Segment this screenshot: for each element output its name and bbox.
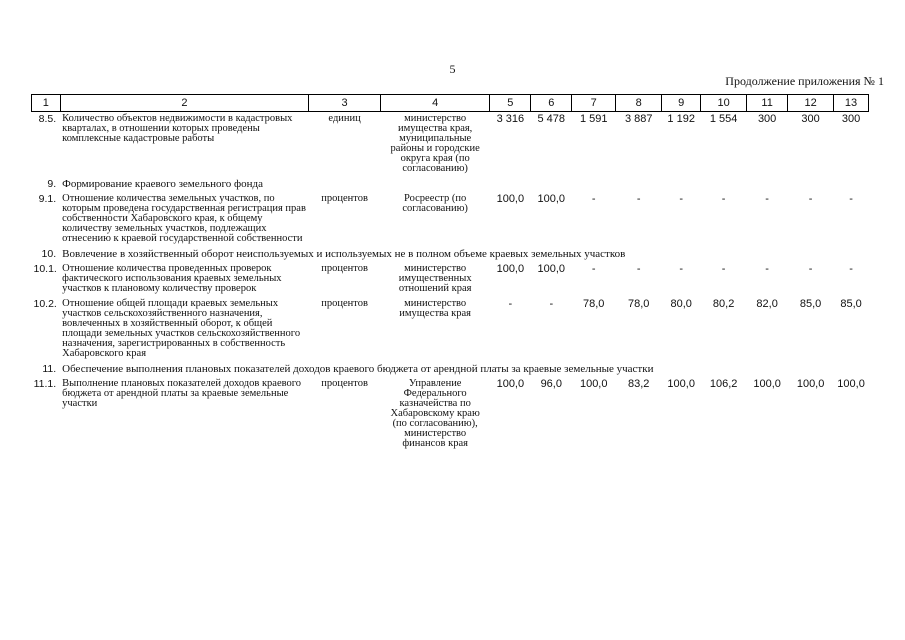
column-header: 10 [701, 95, 747, 112]
unit-cell: процентов [321, 263, 368, 274]
indicators-table [31, 94, 869, 452]
value-cell: - [636, 193, 641, 205]
unit-cell: процентов [321, 193, 368, 204]
column-header: 3 [309, 95, 381, 112]
value-cell: 106,2 [709, 378, 738, 390]
column-header: 4 [380, 95, 489, 112]
value-cell: - [591, 193, 596, 205]
indicator-name: Выполнение плановых показателей доходов краевого бюджета от арендной платы за краевые земельные участки [62, 378, 302, 409]
indicator-name: Количество объектов недвижимости в кадастровых кварталах, в отношении которых проведены комплексные кадастровые работы [62, 113, 293, 144]
value-cell: 100,0 [796, 378, 825, 390]
value-cell: 100,0 [537, 263, 566, 275]
executor-cell: Управление Федерального казначейства по Хабаровскому краю (по согласованию), министерство финансов края [390, 378, 480, 449]
row-number: 8.5. [38, 113, 57, 125]
executor-cell: министерство имущественных отношений края [398, 263, 472, 294]
unit-cell: процентов [321, 298, 368, 309]
value-cell: 82,0 [756, 298, 778, 310]
value-cell: 78,0 [583, 298, 605, 310]
value-cell: - [508, 298, 513, 310]
value-cell: 1 591 [579, 113, 608, 125]
row-number: 10.1. [33, 263, 57, 275]
indicator-name: Отношение общей площади краевых земельных участков сельскохозяйственного назначения, вовлеченных в хозяйственный оборот, к общей площади земельных участков сельскохозяйственного назначения, зарегистрированных в собственность Хабаровского края [62, 298, 301, 359]
value-cell: 96,0 [540, 378, 562, 390]
table-row [32, 192, 869, 247]
column-number-header-row [32, 95, 869, 112]
section-row [32, 177, 869, 192]
row-number: 11.1. [33, 378, 57, 390]
continuation-label: Продолжение приложения № 1 [725, 74, 884, 88]
value-cell: 100,0 [837, 378, 865, 390]
row-number: 10. [41, 248, 57, 260]
section-title: Формирование краевого земельного фонда [62, 178, 264, 190]
section-title: Вовлечение в хозяйственный оборот неиспользуемых и используемых не в полном объеме краевых земельных участков [62, 248, 626, 260]
value-cell: 100,0 [496, 193, 525, 205]
value-cell: - [679, 193, 684, 205]
value-cell: - [765, 263, 769, 275]
value-cell: 85,0 [799, 298, 822, 310]
value-cell: 100,0 [753, 378, 781, 390]
value-cell: 300 [757, 113, 777, 125]
column-header: 1 [32, 95, 61, 112]
column-header: 8 [616, 95, 662, 112]
indicator-name: Отношение количества проведенных проверок фактического использования краевых земельных участков к плановому количеству проверок [62, 263, 282, 294]
column-header: 6 [531, 95, 572, 112]
column-header: 9 [662, 95, 701, 112]
value-cell: - [549, 298, 554, 310]
value-cell: - [808, 193, 813, 205]
table-row [32, 112, 869, 178]
value-cell: 100,0 [496, 378, 525, 390]
indicator-name: Отношение количества земельных участков, по которым проведена государственная регистрация прав собственности Хабаровского края, к общему количеству земельных участков, подлежащих отнесению к краевой государственной собственности [62, 193, 306, 244]
page-number: 5 [449, 62, 456, 76]
column-header: 7 [572, 95, 616, 112]
row-number: 9. [47, 178, 57, 190]
executor-cell: Росреестр (по согласованию) [402, 193, 468, 214]
column-header: 13 [834, 95, 869, 112]
column-header: 11 [747, 95, 788, 112]
column-header: 5 [490, 95, 531, 112]
value-cell: - [849, 263, 853, 275]
row-number: 11. [42, 363, 57, 375]
value-cell: - [721, 263, 726, 275]
value-cell: 80,0 [670, 298, 692, 310]
value-cell: 100,0 [537, 193, 566, 205]
value-cell: - [808, 263, 813, 275]
row-number: 10.2. [33, 298, 57, 310]
value-cell: 5 478 [537, 113, 566, 125]
value-cell: 100,0 [579, 378, 608, 390]
value-cell: 78,0 [628, 298, 650, 310]
value-cell: 83,2 [628, 378, 650, 390]
value-cell: 3 316 [496, 113, 525, 125]
value-cell: - [765, 193, 769, 205]
value-cell: 100,0 [667, 378, 695, 390]
section-title: Обеспечение выполнения плановых показателей доходов краевого бюджета от арендной платы за краевые земельные участки [62, 363, 654, 375]
value-cell: 80,2 [712, 298, 735, 310]
unit-cell: единиц [328, 113, 361, 124]
column-header: 2 [60, 95, 309, 112]
section-row [32, 362, 869, 377]
value-cell: 1 554 [709, 113, 738, 125]
value-cell: - [636, 263, 641, 275]
executor-cell: министерство имущества края, муниципальные районы и городские округа края (по согласованию) [390, 113, 480, 174]
value-cell: - [721, 193, 726, 205]
table-row [32, 262, 869, 297]
value-cell: 300 [801, 113, 820, 125]
executor-cell: министерство имущества края [399, 298, 471, 319]
value-cell: - [849, 193, 853, 205]
value-cell: 85,0 [840, 298, 862, 310]
value-cell: - [679, 263, 684, 275]
column-header: 12 [788, 95, 834, 112]
table-row [32, 297, 869, 362]
value-cell: 1 192 [667, 113, 695, 125]
row-number: 9.1. [38, 193, 57, 205]
section-row [32, 247, 869, 262]
value-cell: 300 [841, 113, 861, 125]
unit-cell: процентов [321, 378, 368, 389]
table-row [32, 377, 869, 452]
value-cell: 3 887 [624, 113, 653, 125]
value-cell: - [591, 263, 596, 275]
value-cell: 100,0 [496, 263, 525, 275]
